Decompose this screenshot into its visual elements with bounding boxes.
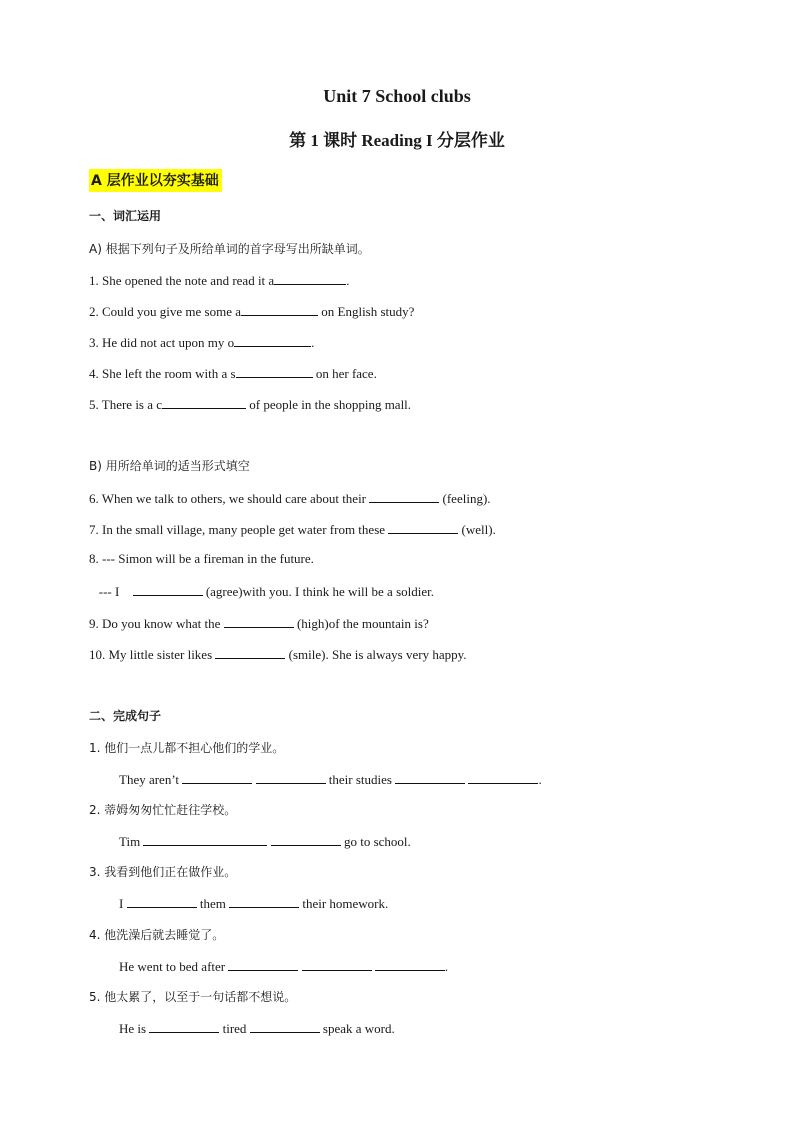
answer-blank[interactable] xyxy=(250,1019,320,1033)
item-text: They aren’t xyxy=(119,772,183,787)
item-text: 10. My little sister likes xyxy=(89,647,216,662)
answer-blank[interactable] xyxy=(228,957,298,971)
answer-blank[interactable] xyxy=(395,770,465,784)
form-item-8: 8. --- Simon will be a fireman in the future. xyxy=(89,551,314,566)
item-text: 6. When we talk to others, we should care about their xyxy=(89,491,370,506)
form-item-10 xyxy=(89,645,467,663)
item-text: (feeling). xyxy=(439,491,491,506)
answer-blank[interactable] xyxy=(143,832,267,846)
sentence-4-english xyxy=(119,957,448,975)
item-text: on her face. xyxy=(312,366,377,381)
sentence-1-english xyxy=(119,770,542,788)
item-text: 3. He did not act upon my o xyxy=(89,335,235,350)
item-text: . xyxy=(444,959,449,974)
vocab-item-2 xyxy=(89,302,414,320)
item-text: their homework. xyxy=(299,896,389,911)
item-text: tired xyxy=(219,1021,250,1036)
page-subtitle: 第 1 课时 Reading I 分层作业 xyxy=(289,131,505,150)
answer-blank[interactable] xyxy=(468,770,538,784)
form-item-6 xyxy=(89,489,491,507)
answer-blank[interactable] xyxy=(274,271,346,285)
item-text: of people in the shopping mall. xyxy=(246,397,412,412)
item-text: 9. Do you know what the xyxy=(89,616,224,631)
item-text: (smile). She is always very happy. xyxy=(285,647,467,662)
answer-blank[interactable] xyxy=(302,957,372,971)
answer-blank[interactable] xyxy=(241,302,318,316)
item-text: 2. Could you give me some a xyxy=(89,304,242,319)
answer-blank[interactable] xyxy=(256,770,326,784)
vocab-item-4 xyxy=(89,364,377,382)
sentence-3-chinese: 3. 我看到他们正在做作业。 xyxy=(89,865,237,879)
answer-blank[interactable] xyxy=(182,770,252,784)
item-text: them xyxy=(196,896,230,911)
sentence-4-chinese: 4. 他洗澡后就去睡觉了。 xyxy=(89,928,225,942)
sentence-3-english xyxy=(119,894,388,912)
item-text: He is xyxy=(119,1021,150,1036)
answer-blank[interactable] xyxy=(215,645,285,659)
answer-blank[interactable] xyxy=(149,1019,219,1033)
level-a-highlight: A 层作业以夯实基础 xyxy=(89,169,222,192)
item-text: . xyxy=(311,335,315,350)
form-item-8-reply xyxy=(89,582,434,600)
answer-blank[interactable] xyxy=(127,894,197,908)
answer-blank[interactable] xyxy=(229,894,299,908)
answer-blank[interactable] xyxy=(369,489,439,503)
item-text: . xyxy=(346,273,350,288)
part-a-instruction: A) 根据下列句子及所给单词的首字母写出所缺单词。 xyxy=(89,242,370,256)
sentence-5-chinese: 5. 他太累了，以至于一句话都不想说。 xyxy=(89,990,297,1004)
item-text: --- I xyxy=(89,584,123,599)
answer-blank[interactable] xyxy=(236,364,313,378)
item-text: 1. She opened the note and read it a xyxy=(89,273,275,288)
item-text: (well). xyxy=(458,522,496,537)
sentence-2-english xyxy=(119,832,411,850)
item-text: 5. There is a c xyxy=(89,397,163,412)
answer-blank[interactable] xyxy=(133,582,203,596)
item-text: . xyxy=(538,772,542,787)
form-item-9 xyxy=(89,614,429,632)
item-text: He went to bed after xyxy=(119,959,229,974)
answer-blank[interactable] xyxy=(271,832,341,846)
item-text: their studies xyxy=(325,772,396,787)
form-item-7 xyxy=(89,520,496,538)
vocab-item-3 xyxy=(89,333,314,351)
part-b-instruction: B) 用所给单词的适当形式填空 xyxy=(89,459,250,473)
item-text: go to school. xyxy=(340,834,411,849)
sentence-1-chinese: 1. 他们一点儿都不担心他们的学业。 xyxy=(89,741,285,755)
answer-blank[interactable] xyxy=(388,520,458,534)
item-text: I xyxy=(119,896,127,911)
page-title: Unit 7 School clubs xyxy=(323,86,471,106)
section1-heading: 一、词汇运用 xyxy=(89,209,162,223)
vocab-item-1 xyxy=(89,271,349,289)
sentence-5-english xyxy=(119,1019,395,1037)
item-text: 7. In the small village, many people get water from these xyxy=(89,522,389,537)
answer-blank[interactable] xyxy=(162,395,246,409)
answer-blank[interactable] xyxy=(224,614,294,628)
item-text: (agree)with you. I think he will be a soldier. xyxy=(202,584,434,599)
item-text: speak a word. xyxy=(319,1021,395,1036)
item-text: 4. She left the room with a s xyxy=(89,366,236,381)
section2-heading: 二、完成句子 xyxy=(89,709,162,723)
vocab-item-5 xyxy=(89,395,411,413)
answer-blank[interactable] xyxy=(375,957,445,971)
item-text: on English study? xyxy=(318,304,415,319)
sentence-2-chinese: 2. 蒂姆匆匆忙忙赶往学校。 xyxy=(89,803,237,817)
answer-blank[interactable] xyxy=(234,333,311,347)
item-text: Tim xyxy=(119,834,144,849)
item-text: (high)of the mountain is? xyxy=(293,616,429,631)
